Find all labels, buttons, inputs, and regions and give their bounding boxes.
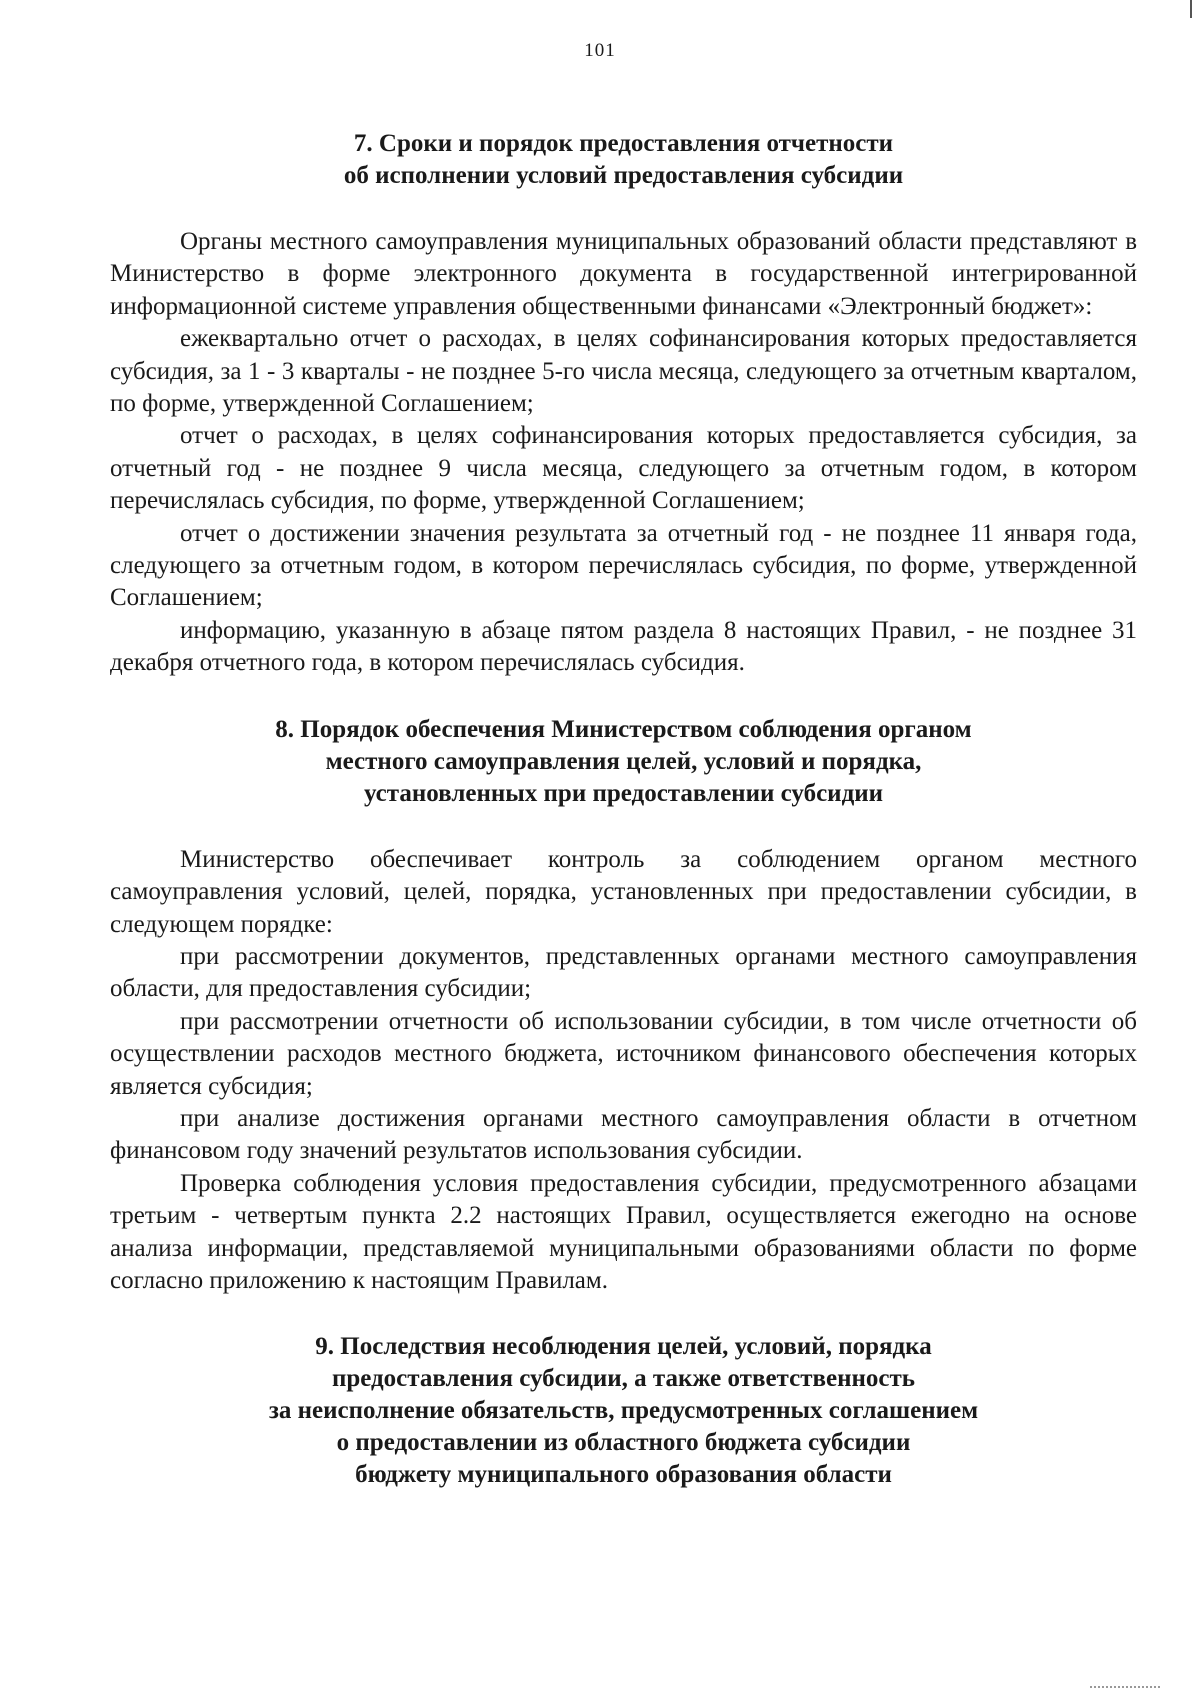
document-body — [110, 128, 1137, 1525]
paragraph: отчет о расходах, в целях софинансирования которых предоставляется субсидия, за отчетный год - не позднее 9 числа месяца, следующего за отчетным годом, в котором перечислялась субсидия, по форме, утвержденной Соглашением; — [110, 422, 1137, 515]
page-number: 101 — [584, 40, 616, 61]
section-8 — [110, 714, 1137, 1298]
section-heading — [110, 128, 1137, 192]
heading-line: об исполнении условий предоставления субсидии — [343, 162, 904, 189]
heading-line: 7. Сроки и порядок предоставления отчетности — [353, 130, 894, 157]
heading-line: установленных при предоставлении субсидии — [363, 779, 884, 807]
paragraph: при рассмотрении документов, представленных органами местного самоуправления области, для предоставления субсидии; — [110, 942, 1137, 1003]
section-paragraphs — [110, 226, 1137, 680]
paragraph: Министерство обеспечивает контроль за соблюдением органом местного самоуправления условий, целей, порядка, установленных при предоставлении субсидии, в следующем порядке: — [110, 845, 1137, 938]
paragraph: Проверка соблюдения условия предоставления субсидии, предусмотренного абзацами третьим - четвертым пункта 2.2 настоящих Правил, осуществляется ежегодно на основе анализа информации, представляемой муниципальными образованиями области по форме согласно приложению к настоящим Правилам. — [110, 1169, 1137, 1294]
section-9 — [110, 1331, 1137, 1491]
paragraph: Органы местного самоуправления муниципальных образований области представляют в Министерство в форме электронного документа в государственной интегрированной информационной системе управления общественными финансами «Электронный бюджет»: — [110, 228, 1137, 320]
section-7 — [110, 128, 1137, 680]
heading-line: за неисполнение обязательств, предусмотренных соглашением — [268, 1397, 979, 1425]
heading-line: 8. Порядок обеспечения Министерством соблюдения органом — [275, 715, 972, 743]
paragraph: при анализе достижения органами местного самоуправления области в отчетном финансовом году значений результатов использования субсидии. — [110, 1104, 1137, 1165]
heading-line: о предоставлении из областного бюджета субсидии — [336, 1429, 911, 1457]
heading-line: предоставления субсидии, а также ответственность — [331, 1365, 916, 1393]
scan-edge-mark-bottom — [1090, 1686, 1160, 1691]
heading-line: 9. Последствия несоблюдения целей, условий, порядка — [315, 1333, 932, 1361]
section-heading — [110, 1331, 1137, 1491]
paragraph: отчет о достижении значения результата за отчетный год - не позднее 11 января года, следующего за отчетным годом, в котором перечислялась субсидия, по форме, утвержденной Соглашением; — [110, 519, 1137, 612]
scan-edge-mark — [1190, 0, 1192, 18]
heading-line: местного самоуправления целей, условий и порядка, — [325, 747, 922, 775]
paragraph: информацию, указанную в абзаце пятом раздела 8 настоящих Правил, - не позднее 31 декабря отчетного года, в котором перечислялась субсидия. — [110, 616, 1137, 677]
heading-line: бюджету муниципального образования области — [355, 1461, 892, 1489]
paragraph: при рассмотрении отчетности об использовании субсидии, в том числе отчетности об осуществлении расходов местного бюджета, источником финансового обеспечения которых является субсидия; — [110, 1007, 1137, 1100]
section-paragraphs — [110, 844, 1137, 1298]
paragraph: ежеквартально отчет о расходах, в целях софинансирования которых предоставляется субсидия, за 1 - 3 кварталы - не позднее 5-го числа месяца, следующего за отчетным кварталом, по форме, утвержденной Соглашением; — [110, 325, 1137, 418]
section-heading — [110, 714, 1137, 810]
